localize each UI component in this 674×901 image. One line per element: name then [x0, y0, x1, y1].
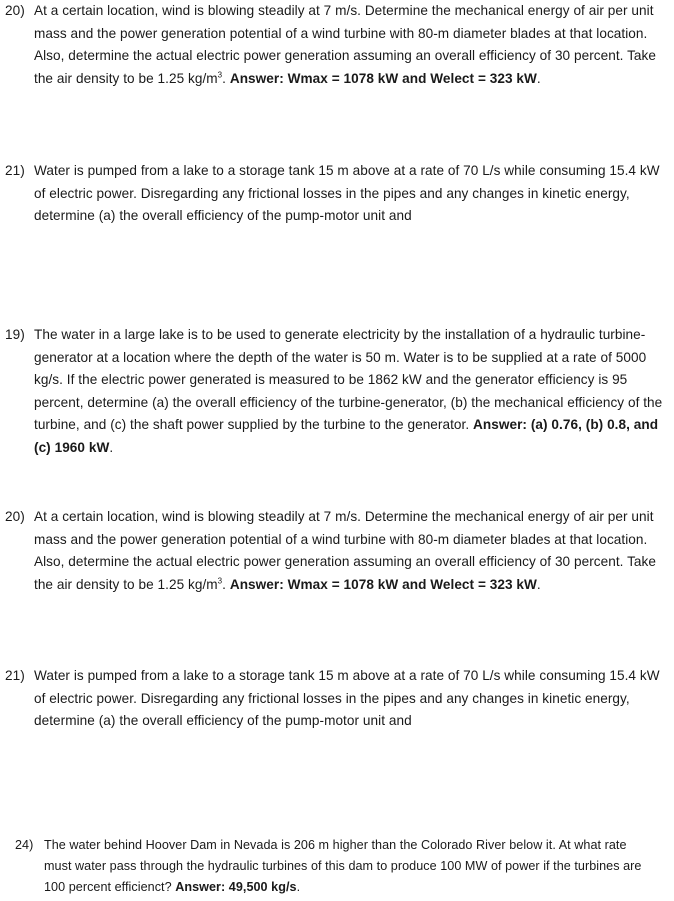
punctuation: .: [536, 576, 541, 592]
problem-body: At a certain location, wind is blowing steadily at 7 m/s. Determine the mechanical energy of air per unit mass and the power generation potential of a wind turbine with 80-m diameter blades at that location. Also, determine the actual electric power generation assuming an overall efficiency of 30 percent. Take the air density to be 1.25 kg/m: [34, 509, 656, 592]
problem-21-first: [5, 160, 669, 228]
problem-20-first: [5, 0, 669, 90]
punctuation: .: [296, 880, 301, 895]
answer-text: Answer: 49,500 kg/s: [175, 880, 297, 895]
problem-body: The water in a large lake is to be used to generate electricity by the installation of a hydraulic turbine-generator at a location where the depth of the water is 50 m. Water is to be supplied at a rate of 5000 kg/s. If the electric power generated is measured to be 1862 kW and the generator efficiency is 95 percent, determine (a) the overall efficiency of the turbine-generator, (b) the mechanical efficiency of the turbine, and (c) the shaft power supplied by the turbine to the generator.: [34, 327, 663, 432]
problem-number: 20): [5, 509, 25, 524]
answer-text: Answer: Wmax = 1078 kW and Welect = 323 kW: [229, 70, 537, 86]
punctuation: .: [109, 439, 114, 455]
problem-text: [34, 324, 673, 459]
problem-21-second: [5, 665, 669, 733]
answer-text: Answer: (a) 0.76, (b) 0.8, and (c) 1960 kW: [34, 417, 659, 455]
punctuation: .: [222, 576, 230, 592]
problem-body: The water behind Hoover Dam in Nevada is 206 m higher than the Colorado River below it. At what rate must water pass through the hydraulic turbines of this dam to produce 100 MW of power if the turbines are 100 percent efficienct?: [44, 838, 642, 895]
problem-body: At a certain location, wind is blowing steadily at 7 m/s. Determine the mechanical energy of air per unit mass and the power generation potential of a wind turbine with 80-m diameter blades at that location. Also, determine the actual electric power generation assuming an overall efficiency of 30 percent. Take the air density to be 1.25 kg/m: [34, 3, 656, 86]
problem-number: 21): [5, 163, 25, 178]
problem-number: 20): [5, 3, 25, 18]
problem-text: [34, 506, 669, 596]
problem-text: [44, 835, 645, 899]
problem-19: [5, 324, 673, 459]
problem-number: 21): [5, 668, 25, 683]
problem-24: [15, 835, 645, 899]
problem-number: 24): [15, 838, 34, 852]
problem-body: Water is pumped from a lake to a storage tank 15 m above at a rate of 70 L/s while consuming 15.4 kW of electric power. Disregarding any frictional losses in the pipes and any changes in kinetic energy, determine (a) the overall efficiency of the pump-motor unit and: [34, 163, 660, 223]
punctuation: .: [536, 70, 541, 86]
problem-text: [34, 0, 669, 90]
superscript: 3: [217, 69, 223, 79]
answer-text: Answer: Wmax = 1078 kW and Welect = 323 kW: [229, 576, 537, 592]
problem-20-second: [5, 506, 669, 596]
problem-number: 19): [5, 327, 25, 342]
problem-body: Water is pumped from a lake to a storage tank 15 m above at a rate of 70 L/s while consuming 15.4 kW of electric power. Disregarding any frictional losses in the pipes and any changes in kinetic energy, determine (a) the overall efficiency of the pump-motor unit and: [34, 668, 660, 728]
superscript: 3: [217, 575, 223, 585]
punctuation: .: [222, 70, 230, 86]
